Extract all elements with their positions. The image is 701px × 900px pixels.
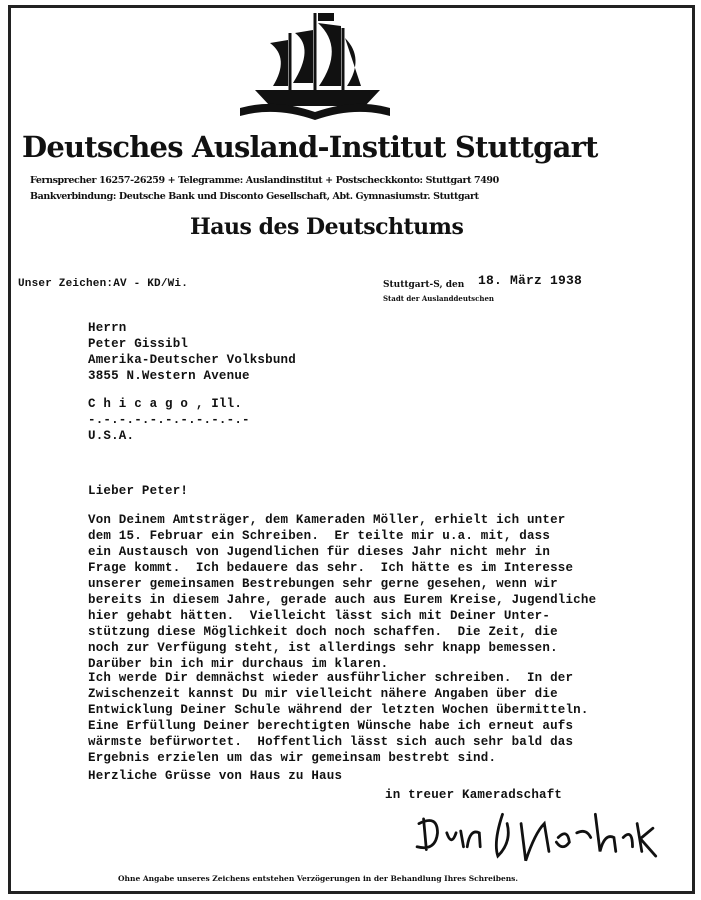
ship-logo-icon xyxy=(235,8,395,123)
text-line: unserer gemeinsamen Bestrebungen sehr gerne gesehen, wenn wir xyxy=(88,577,558,591)
letter-date: 18. März 1938 xyxy=(478,273,583,288)
address-line xyxy=(88,384,296,396)
text-line: Von Deinem Amtsträger, dem Kameraden Möller, erhielt ich unter xyxy=(88,513,566,527)
footer-note: Ohne Angabe unseres Zeichens entstehen Verzögerungen in der Behandlung Ihres Schreibens. xyxy=(118,874,519,883)
address-line: Herrn xyxy=(88,321,127,335)
text-line: Eine Erfüllung Deiner berechtigten Wünsche habe ich erneut aufs xyxy=(88,719,574,733)
text-line: wärmste befürwortet. Hoffentlich lässt sich auch sehr bald das xyxy=(88,735,574,749)
text-line: Darüber bin ich mir durchaus im klaren. xyxy=(88,657,389,671)
text-line: Ich werde Dir demnächst wieder ausführlicher schreiben. In der xyxy=(88,671,574,685)
address-line: C h i c a g o , Ill. xyxy=(88,397,243,411)
salutation: Lieber Peter! xyxy=(88,484,189,498)
text-line: bereits in diesem Jahre, gerade auch aus Eurem Kreise, Jugendliche xyxy=(88,593,597,607)
text-line: Frage kommt. Ich bedauere das sehr. Ich hätte es im Interesse xyxy=(88,561,574,575)
reference-number: Unser Zeichen:AV - KD/Wi. xyxy=(18,278,189,290)
paragraph-2 xyxy=(88,670,589,766)
letterhead-subtitle: Haus des Deutschtums xyxy=(190,214,464,240)
handwritten-signature xyxy=(400,805,670,870)
text-line: ein Austausch von Jugendlichen für dieses Jahr nicht mehr in xyxy=(88,545,551,559)
text-line: hier gehabt hätten. Vielleicht lässt sich mit Deiner Unter- xyxy=(88,609,551,623)
institute-title: Deutsches Ausland-Institut Stuttgart xyxy=(22,130,598,164)
address-line: Amerika-Deutscher Volksbund xyxy=(88,353,296,367)
closing-2: in treuer Kameradschaft xyxy=(385,788,563,802)
address-line: 3855 N.Western Avenue xyxy=(88,369,250,383)
text-line: noch zur Verfügung steht, ist allerdings sehr knapp bemessen. xyxy=(88,641,558,655)
text-line: Entwicklung Deiner Schule während der letzten Wochen übermitteln. xyxy=(88,703,589,717)
bank-line: Bankverbindung: Deutsche Bank und Disconto Gesellschaft, Abt. Gymnasiumstr. Stuttgart xyxy=(30,191,479,202)
address-line: U.S.A. xyxy=(88,429,135,443)
paragraph-1 xyxy=(88,512,596,672)
text-line: stützung diese Möglichkeit doch noch schaffen. Die Zeit, die xyxy=(88,625,558,639)
address-line: Peter Gissibl xyxy=(88,337,189,351)
address-line: -.-.-.-.-.-.-.-.-.-.- xyxy=(88,413,250,427)
place-subtitle: Stadt der Auslanddeutschen xyxy=(383,294,495,303)
contact-line: Fernsprecher 16257-26259 + Telegramme: Auslandinstitut + Postscheckkonto: Stuttgart 7490 xyxy=(30,175,499,186)
recipient-address xyxy=(88,320,296,444)
place-label: Stuttgart-S, den xyxy=(383,280,465,290)
text-line: Zwischenzeit kannst Du mir vielleicht nähere Angaben über die xyxy=(88,687,558,701)
closing: Herzliche Grüsse von Haus zu Haus xyxy=(88,769,343,783)
text-line: dem 15. Februar ein Schreiben. Er teilte mir u.a. mit, dass xyxy=(88,529,551,543)
text-line: Ergebnis erzielen um das wir gemeinsam bestrebt sind. xyxy=(88,751,497,765)
